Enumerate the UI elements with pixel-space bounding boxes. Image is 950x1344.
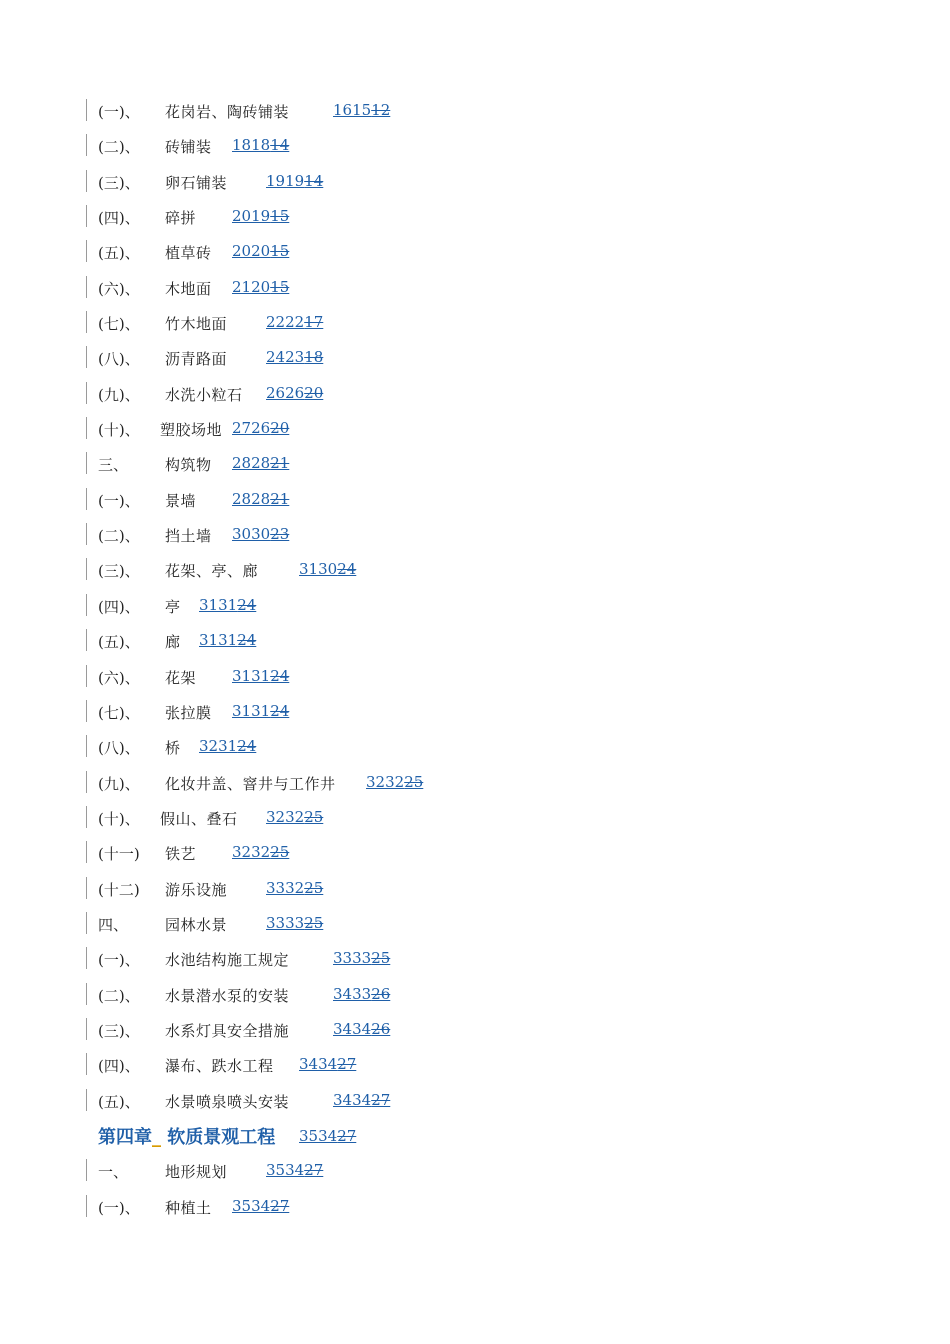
toc-page-link[interactable]: 282821 <box>232 454 290 473</box>
toc-bar <box>86 488 87 510</box>
toc-number: (五)、 <box>98 633 140 652</box>
toc-number: (四)、 <box>98 1057 140 1076</box>
toc-bar <box>86 99 87 121</box>
toc-title: 碎拼 <box>165 209 197 228</box>
toc-bar <box>86 134 87 156</box>
toc-number: (三)、 <box>98 1021 140 1040</box>
toc-page-link[interactable]: 262620 <box>266 383 324 402</box>
toc-page-link[interactable]: 313124 <box>199 631 257 650</box>
toc-title: 木地面 <box>165 279 212 298</box>
toc-number: (五)、 <box>98 244 140 263</box>
toc-title: 竹木地面 <box>165 315 228 334</box>
toc-page-link[interactable]: 313124 <box>232 666 290 685</box>
toc-entry[interactable] <box>86 484 686 519</box>
toc-number: (十二) <box>98 880 140 899</box>
toc-bar <box>86 523 87 545</box>
toc-entry[interactable] <box>86 307 686 342</box>
toc-page-link[interactable]: 353427 <box>266 1161 324 1180</box>
toc-title: 桥 <box>165 739 181 758</box>
toc-page-link[interactable]: 202015 <box>232 242 290 261</box>
toc-page-link[interactable]: 313024 <box>299 560 357 579</box>
toc-title: 张拉膜 <box>165 703 212 722</box>
toc-page-link[interactable]: 181814 <box>232 136 290 155</box>
toc-title: 化妆井盖、窨井与工作井 <box>165 774 336 793</box>
toc-page-link[interactable]: 313124 <box>199 595 257 614</box>
toc-bar <box>86 1159 87 1181</box>
toc-bar <box>86 806 87 828</box>
toc-title: 水景潜水泵的安装 <box>165 986 290 1005</box>
toc-entry[interactable] <box>86 342 686 377</box>
toc-number: (一)、 <box>98 491 140 510</box>
toc-bar <box>86 205 87 227</box>
toc-number: (七)、 <box>98 703 140 722</box>
toc-entry[interactable] <box>86 1155 686 1190</box>
toc-bar <box>86 558 87 580</box>
toc-bar <box>86 1195 87 1217</box>
toc-page-link[interactable]: 323225 <box>232 843 290 862</box>
toc-number: (五)、 <box>98 1092 140 1111</box>
toc-bar <box>86 947 87 969</box>
toc-number: (九)、 <box>98 774 140 793</box>
toc-title: 瀑布、跌水工程 <box>165 1057 274 1076</box>
toc-entry[interactable] <box>86 590 686 625</box>
toc-bar <box>86 700 87 722</box>
toc-number: (八)、 <box>98 350 140 369</box>
toc-title: 游乐设施 <box>165 880 228 899</box>
toc-title: 水池结构施工规定 <box>165 951 290 970</box>
toc-entry[interactable] <box>86 236 686 271</box>
toc-title: 廊 <box>165 633 181 652</box>
toc-entry[interactable] <box>86 767 686 802</box>
toc-page-link[interactable]: 343427 <box>333 1090 391 1109</box>
toc-title: 铁艺 <box>165 845 197 864</box>
toc-entry[interactable] <box>86 908 686 943</box>
toc-entry[interactable] <box>86 696 686 731</box>
toc-number: (十)、 <box>98 421 140 440</box>
toc-bar <box>86 983 87 1005</box>
toc-number: (十)、 <box>98 809 140 828</box>
toc-number: (六)、 <box>98 279 140 298</box>
toc-page-link[interactable]: 353427 <box>232 1196 290 1215</box>
toc-page-link[interactable]: 333225 <box>266 878 324 897</box>
toc-title: 卵石铺装 <box>165 173 228 192</box>
toc-bar <box>86 276 87 298</box>
toc-bar <box>86 1018 87 1040</box>
toc-title: 园林水景 <box>165 915 228 934</box>
toc-title: 塑胶场地 <box>160 421 223 440</box>
toc-bar <box>86 629 87 651</box>
toc-chapter-heading[interactable] <box>86 1120 686 1155</box>
toc-number: (四)、 <box>98 597 140 616</box>
toc-number: (三)、 <box>98 562 140 581</box>
toc-bar <box>86 877 87 899</box>
toc-page-link[interactable]: 343426 <box>333 1019 391 1038</box>
toc-entry[interactable] <box>86 731 686 766</box>
toc-page-link[interactable]: 323225 <box>266 807 324 826</box>
toc-page-link[interactable]: 343326 <box>333 984 391 1003</box>
toc-entry[interactable] <box>86 979 686 1014</box>
toc-bar <box>86 1089 87 1111</box>
table-of-contents <box>86 95 686 1226</box>
toc-bar <box>86 665 87 687</box>
toc-page-link[interactable]: 161512 <box>333 101 391 119</box>
toc-entry[interactable] <box>86 166 686 201</box>
toc-bar <box>86 841 87 863</box>
toc-title: 种植土 <box>165 1198 212 1217</box>
toc-number: (三)、 <box>98 173 140 192</box>
toc-page-link[interactable]: 333325 <box>266 913 324 932</box>
toc-number: (一)、 <box>98 951 140 970</box>
toc-title: 水景喷泉喷头安装 <box>165 1092 290 1111</box>
toc-number: 四、 <box>98 915 129 934</box>
toc-number: (二)、 <box>98 527 140 546</box>
toc-title: 花架 <box>165 668 197 687</box>
chapter-title: 第四章_ 软质景观工程 <box>98 1126 276 1148</box>
toc-title: 沥青路面 <box>165 350 228 369</box>
toc-entry[interactable] <box>86 661 686 696</box>
toc-entry[interactable] <box>86 378 686 413</box>
toc-title: 花岗岩、陶砖铺装 <box>165 103 290 121</box>
toc-bar <box>86 771 87 793</box>
toc-bar <box>86 382 87 404</box>
toc-entry[interactable] <box>86 943 686 978</box>
toc-page-link[interactable]: 212015 <box>232 277 290 296</box>
toc-bar <box>86 735 87 757</box>
toc-number: (七)、 <box>98 315 140 334</box>
toc-page-link[interactable]: 313124 <box>232 701 290 720</box>
toc-title: 挡土墙 <box>165 527 212 546</box>
toc-entry[interactable] <box>86 837 686 872</box>
toc-page-link[interactable]: 191914 <box>266 171 324 190</box>
toc-entry[interactable] <box>86 1085 686 1120</box>
toc-bar <box>86 346 87 368</box>
toc-bar <box>86 594 87 616</box>
toc-title: 地形规划 <box>165 1163 228 1182</box>
toc-bar <box>86 240 87 262</box>
toc-bar <box>86 452 87 474</box>
toc-entry[interactable] <box>86 95 686 130</box>
toc-bar <box>86 1053 87 1075</box>
toc-entry[interactable] <box>86 413 686 448</box>
toc-number: 三、 <box>98 456 129 475</box>
toc-page-link[interactable]: 201915 <box>232 207 290 226</box>
toc-entry[interactable] <box>86 448 686 483</box>
toc-number: (十一) <box>98 845 140 864</box>
toc-number: (九)、 <box>98 385 140 404</box>
toc-number: 一、 <box>98 1163 129 1182</box>
toc-page-link[interactable]: 303023 <box>232 525 290 544</box>
toc-entry[interactable] <box>86 519 686 554</box>
toc-title: 花架、亭、廊 <box>165 562 259 581</box>
toc-entry[interactable] <box>86 1049 686 1084</box>
toc-title: 构筑物 <box>165 456 212 475</box>
toc-page-link[interactable]: 323124 <box>199 737 257 756</box>
toc-title: 植草砖 <box>165 244 212 263</box>
toc-bar <box>86 912 87 934</box>
toc-entry[interactable] <box>86 1014 686 1049</box>
toc-entry[interactable] <box>86 873 686 908</box>
toc-title: 亭 <box>165 597 181 616</box>
toc-number: (六)、 <box>98 668 140 687</box>
toc-number: (二)、 <box>98 138 140 157</box>
toc-title: 景墙 <box>165 491 197 510</box>
toc-page-link[interactable]: 222217 <box>266 313 324 332</box>
toc-entry[interactable] <box>86 625 686 660</box>
toc-number: (八)、 <box>98 739 140 758</box>
toc-entry[interactable] <box>86 130 686 165</box>
toc-page-link[interactable]: 343427 <box>299 1055 357 1074</box>
toc-page-link[interactable]: 272620 <box>232 419 290 438</box>
toc-page-link[interactable]: 333325 <box>333 949 391 968</box>
toc-page-link[interactable]: 353427 <box>299 1126 357 1145</box>
toc-title: 假山、叠石 <box>160 809 238 828</box>
toc-title: 水洗小粒石 <box>165 385 243 404</box>
toc-entry[interactable] <box>86 554 686 589</box>
toc-number: (一)、 <box>98 103 140 121</box>
toc-title: 砖铺装 <box>165 138 212 157</box>
toc-bar <box>86 170 87 192</box>
toc-title: 水系灯具安全措施 <box>165 1021 290 1040</box>
toc-number: (四)、 <box>98 209 140 228</box>
toc-page-link[interactable]: 323225 <box>366 772 424 791</box>
toc-page-link[interactable]: 282821 <box>232 489 290 508</box>
toc-entry[interactable] <box>86 1191 686 1226</box>
toc-bar <box>86 417 87 439</box>
toc-number: (一)、 <box>98 1198 140 1217</box>
toc-number: (二)、 <box>98 986 140 1005</box>
toc-entry[interactable] <box>86 272 686 307</box>
toc-entry[interactable] <box>86 802 686 837</box>
toc-page-link[interactable]: 242318 <box>266 348 324 367</box>
toc-bar <box>86 311 87 333</box>
toc-entry[interactable] <box>86 201 686 236</box>
